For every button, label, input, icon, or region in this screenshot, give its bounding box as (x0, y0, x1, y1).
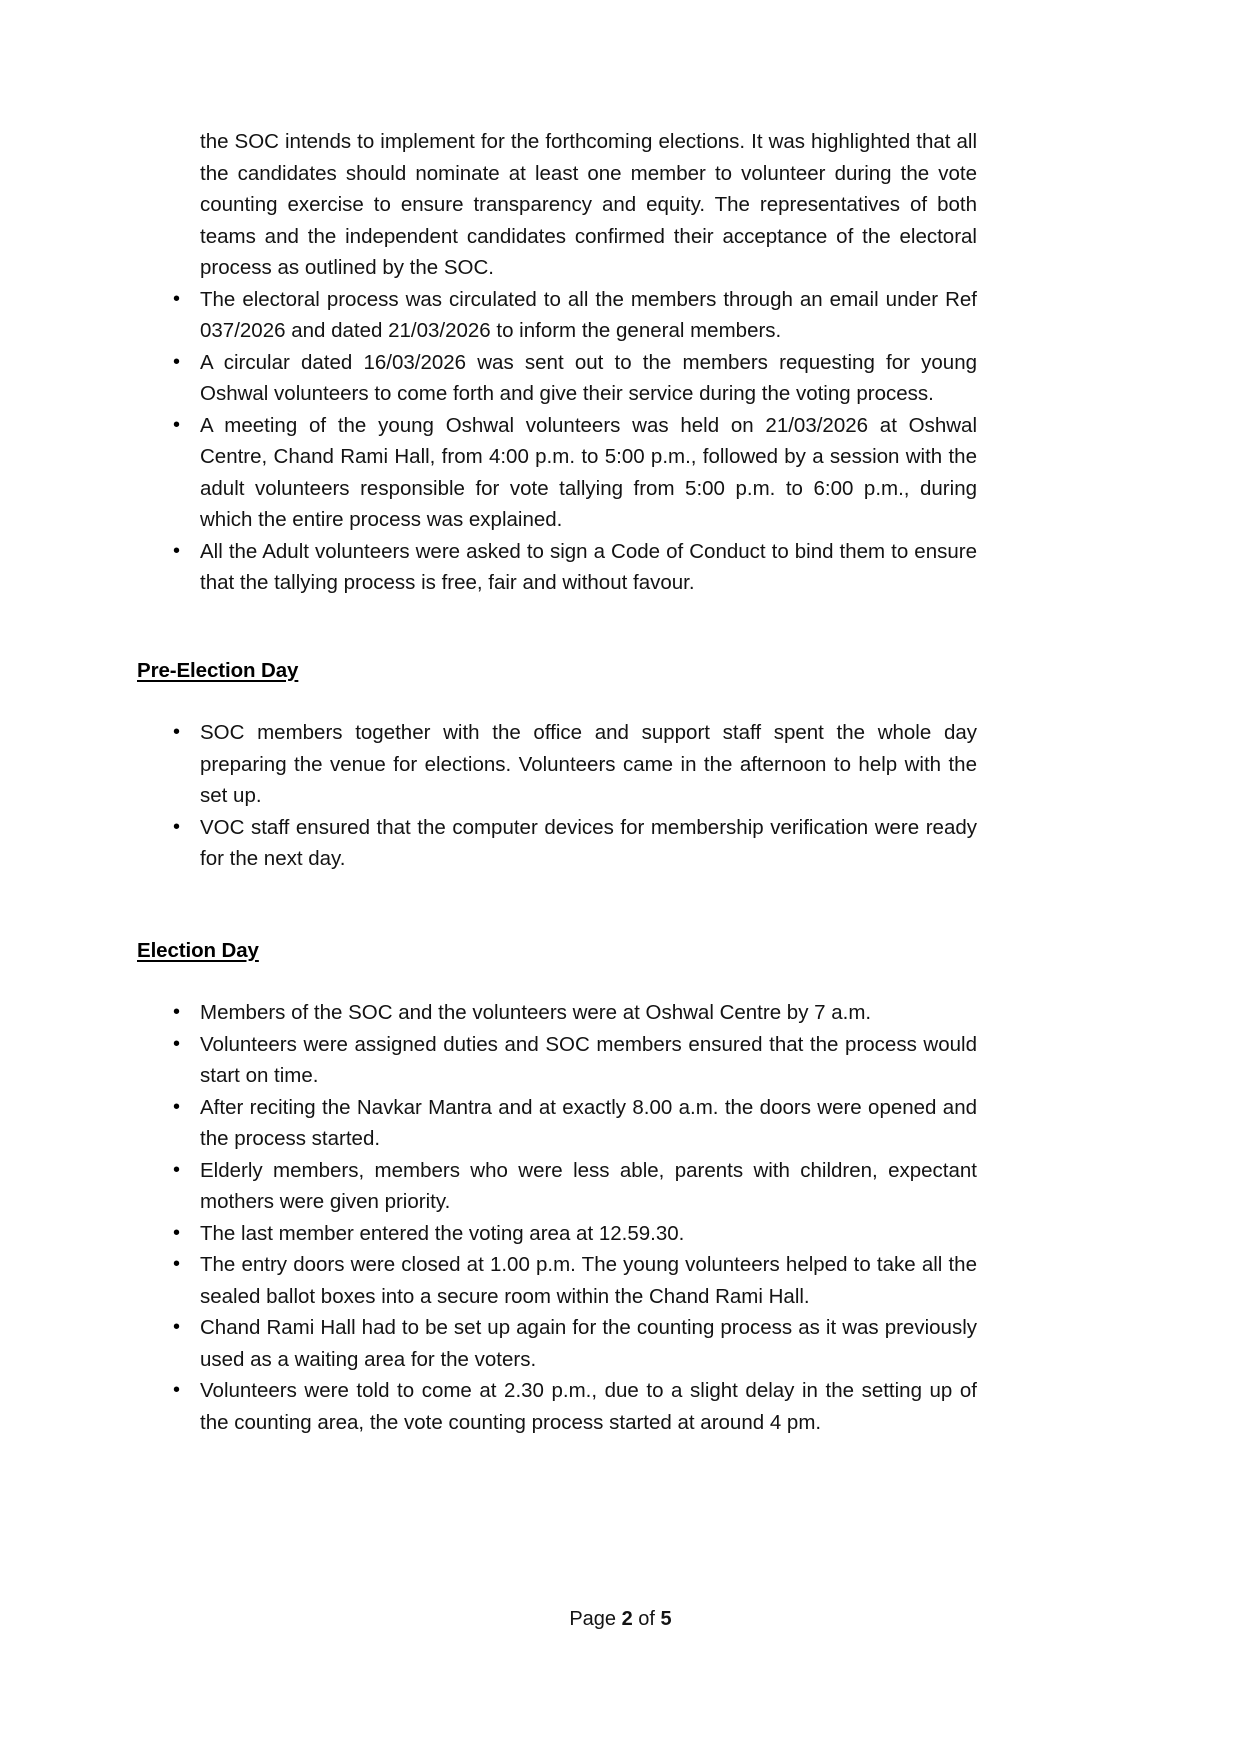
page-footer (0, 1608, 1241, 1631)
bullet-point-icon: • (173, 287, 181, 310)
bullet-point-icon: • (173, 1032, 181, 1055)
list-item (137, 1312, 977, 1375)
bullet-point-icon: • (173, 1316, 181, 1338)
list-item-text: The electoral process was circulated to all the members through an email under Ref 037/2026 and dated 21/03/2026 to inform the general members. (200, 287, 977, 342)
footer-total-pages: 5 (660, 1608, 672, 1630)
list-item-text: Members of the SOC and the volunteers were at Oshwal Centre by 7 a.m. (200, 1001, 872, 1024)
list-item (137, 1375, 977, 1438)
bullet-point-icon: • (173, 1001, 181, 1023)
list-item (137, 1218, 977, 1250)
list-item-text: The entry doors were closed at 1.00 p.m. The young volunteers helped to take all the sealed ballot boxes into a secure room within the Chand Rami Hall. (200, 1253, 977, 1308)
intro-bullet-list (137, 284, 977, 599)
continued-paragraph: the SOC intends to implement for the forthcoming elections. It was highlighted that all the candidates should nominate at least one member to volunteer during the vote counting exercise to ensure transparency and equity. The representatives of both teams and the independent candidates confirmed their acceptance of the electoral process as outlined by the SOC. (200, 130, 977, 279)
list-item (137, 1155, 977, 1218)
bullet-point-icon: • (173, 1379, 181, 1401)
list-item (137, 717, 977, 812)
bullet-point-icon: • (173, 1158, 181, 1181)
page-content (137, 126, 977, 1438)
list-item-text: Volunteers were assigned duties and SOC members ensured that the process would start on time. (200, 1032, 977, 1087)
list-item-text: The last member entered the voting area at 12.59.30. (200, 1221, 685, 1245)
list-item (137, 410, 977, 536)
bullet-point-icon: • (173, 1221, 181, 1244)
list-item-text: Volunteers were told to come at 2.30 p.m., due to a slight delay in the setting up of the counting area, the vote counting process started at around 4 pm. (200, 1379, 977, 1434)
bullet-point-icon: • (173, 815, 181, 838)
section-spacer (137, 875, 977, 935)
bullet-point-icon: • (173, 1095, 181, 1118)
list-item-text: Elderly members, members who were less able, parents with children, expectant mothers were given priority. (200, 1158, 977, 1213)
footer-prefix: Page (569, 1608, 622, 1630)
list-item-text: All the Adult volunteers were asked to sign a Code of Conduct to bind them to ensure that the tallying process is free, fair and without favour. (200, 539, 977, 594)
list-item-text: A circular dated 16/03/2026 was sent out to the members requesting for young Oshwal volunteers to come forth and give their service during the voting process. (200, 350, 977, 405)
election-day-bullet-list (137, 997, 977, 1438)
bullet-point-icon: • (173, 350, 181, 373)
list-item (137, 536, 977, 599)
bullet-point-icon: • (173, 413, 181, 436)
list-item (137, 1029, 977, 1092)
section-heading-election-day: Election Day (137, 938, 259, 962)
bullet-point-icon: • (173, 1253, 181, 1275)
heading-spacer (137, 966, 977, 997)
list-item (137, 1092, 977, 1155)
footer-current-page: 2 (621, 1608, 633, 1630)
section-spacer (137, 599, 977, 655)
pre-election-day-bullet-list (137, 717, 977, 875)
list-item (137, 997, 977, 1029)
list-item (137, 284, 977, 347)
bullet-point-icon: • (173, 539, 181, 562)
list-item-text: Chand Rami Hall had to be set up again for the counting process as it was previously used as a waiting area for the voters. (200, 1316, 977, 1371)
list-item (137, 1249, 977, 1312)
list-item-text: After reciting the Navkar Mantra and at exactly 8.00 a.m. the doors were opened and the process started. (200, 1095, 977, 1150)
list-item (137, 347, 977, 410)
bullet-point-icon: • (173, 721, 181, 743)
footer-middle: of (632, 1608, 661, 1630)
heading-spacer (137, 686, 977, 717)
list-item (137, 812, 977, 875)
list-item-text: SOC members together with the office and support staff spent the whole day preparing the venue for elections. Volunteers came in the afternoon to help with the set up. (200, 721, 977, 807)
list-item-text: A meeting of the young Oshwal volunteers was held on 21/03/2026 at Oshwal Centre, Chand Rami Hall, from 4:00 p.m. to 5:00 p.m., followed by a session with the adult volunteers responsible for vote tallying from 5:00 p.m. to 6:00 p.m., during which the entire process was explained. (200, 413, 977, 531)
list-item-text: VOC staff ensured that the computer devices for membership verification were ready for the next day. (200, 815, 977, 870)
section-heading-pre-election-day: Pre-Election Day (137, 658, 299, 682)
